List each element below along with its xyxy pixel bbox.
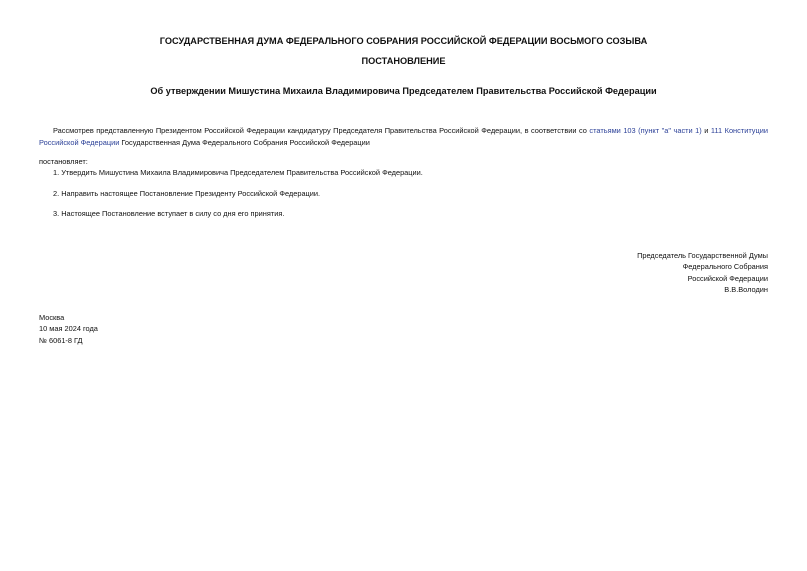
resolution-item-3: 3. Настоящее Постановление вступает в силу со дня его принятия. bbox=[53, 209, 285, 218]
signatory-position-line-2: Федерального Собрания bbox=[682, 262, 768, 272]
issuing-body-heading: ГОСУДАРСТВЕННАЯ ДУМА ФЕДЕРАЛЬНОГО СОБРАНИЯ РОССИЙСКОЙ ФЕДЕРАЦИИ ВОСЬМОГО СОЗЫВА bbox=[159, 36, 648, 46]
resolution-item-1: 1. Утвердить Мишустина Михаила Владимировича Председателем Правительства Российской Федерации. bbox=[53, 168, 423, 177]
constitution-article-111-link[interactable]: 111 Конституции Российской Федерации bbox=[39, 126, 768, 147]
document-title: Об утверждении Мишустина Михаила Владимировича Председателем Правительства Российской Федерации bbox=[150, 86, 657, 96]
resolution-item-2: 2. Направить настоящее Постановление Президенту Российской Федерации. bbox=[53, 189, 321, 198]
constitution-article-103-link[interactable]: статьями 103 (пункт "а" части 1) bbox=[589, 126, 702, 135]
place-date-number-block bbox=[39, 312, 98, 346]
resolves-label: постановляет: bbox=[39, 157, 88, 166]
signature-block bbox=[637, 250, 768, 296]
signatory-position-line-3: Российской Федерации bbox=[687, 273, 768, 283]
city: Москва bbox=[39, 313, 65, 322]
document-number: № 6061-8 ГД bbox=[39, 335, 83, 345]
signatory-position-line-1: Председатель Государственной Думы bbox=[637, 251, 768, 260]
preamble-text-before: Рассмотрев представленную Президентом Российской Федерации кандидатуру Председателя Правительства Российской Федерации, в соответствии со bbox=[53, 126, 590, 135]
document-type-heading: ПОСТАНОВЛЕНИЕ bbox=[361, 56, 446, 66]
signatory-name: В.В.Володин bbox=[724, 285, 768, 295]
preamble-text-after: Государственная Дума Федерального Собрания Российской Федерации bbox=[119, 138, 370, 147]
preamble-paragraph bbox=[39, 125, 768, 149]
adoption-date: 10 мая 2024 года bbox=[39, 324, 98, 334]
preamble-text-between: и bbox=[701, 126, 711, 135]
